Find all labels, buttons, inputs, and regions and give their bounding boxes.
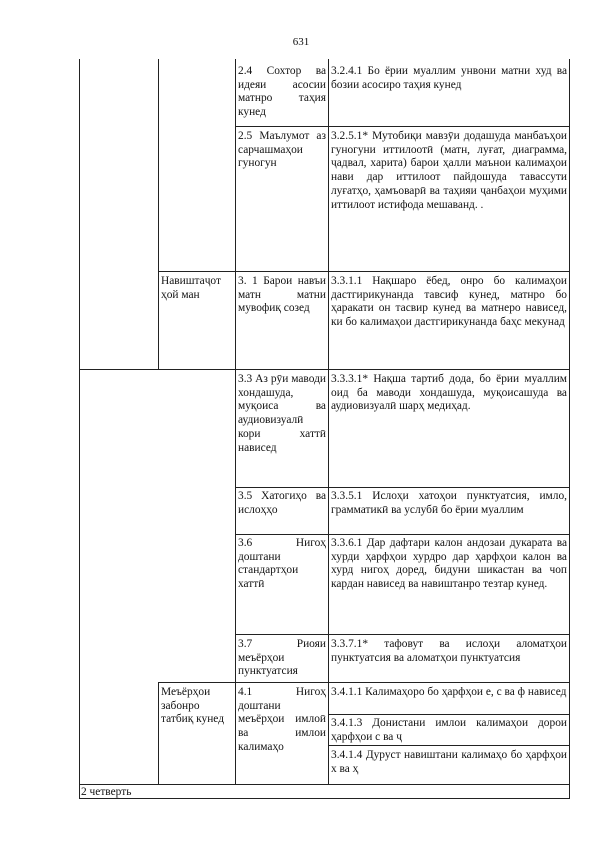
page-number: 631	[292, 36, 310, 48]
cell-section-language-norms: Меъёрҳои забонро татбиқ кунед	[161, 686, 224, 726]
cell-section-my-writings: Навиштаҷот ҳой ман	[161, 275, 221, 301]
cell-objective-3-3: 3.3 Аз рӯи маводи хондашуда, муқоиса ва аудиовизуалӣ кори хаттӣ нависед	[238, 373, 326, 454]
cell-outcome-3-3-1-1: 3.3.1.1 Нақшаро ёбед, онро бо калимаҳои дастгирикунанда тавсиф кунед, матнро бо ҳаракати он тасвир кунед ва матнеро нависед, ки бо калимаҳои дастгирикунанда баҳс мекунад	[331, 275, 567, 329]
cell-objective-4-1: 4.1 Нигоҳ доштани меъёрҳои имлоӣ ва имлои калимаҳо	[238, 686, 326, 753]
cell-outcome-3-3-7-1: 3.3.7.1* тафовут ва ислоҳи аломатҳои пунктуатсия ва аломатҳои пунктуатсия	[331, 638, 567, 664]
cell-objective-3-7: 3.7 Риояи меъёрҳои пунктуатсия	[238, 638, 326, 678]
cell-objective-3-1: 3. 1 Барои навъи матн матни мувофиқ созед	[238, 275, 326, 315]
cell-outcome-3-2-4-1: 3.2.4.1 Бо ёрии муаллим унвони матни худ ва бозии асосиро таҳия кунед	[331, 65, 567, 91]
cell-outcome-3-2-5-1: 3.2.5.1* Мутобиқи мавзӯи додашуда манбаъҳои гуногуни иттилоотӣ (матн, луғат, диаграмма, ҷадвал, харита) барои ҳалли маънои калимаҳои нави дар иттилоот пайдошуда тавассути луғатҳо, ҳамъоварӣ ва таҳияи ҷанбаҳои муҳими иттилоот истифода мешаванд. .	[331, 130, 567, 211]
cell-outcome-3-3-6-1: 3.3.6.1 Дар дафтари калон андозаи дукарата ва хурди ҳарфҳои хурдро дар ҳарфҳои калон ва хурд нигоҳ доред, бидуни шикастан ва чоп кардан нависед ва навиштанро тезтар кунед.	[331, 537, 567, 591]
cell-outcome-3-3-3-1: 3.3.3.1* Нақша тартиб дода, бо ёрии муаллим оид ба маводи хондашуда, муқоисашуда ва аудиовизуалӣ шарҳ медиҳад.	[331, 373, 567, 413]
cell-objective-3-6: 3.6 Нигоҳ доштани стандартҳои хаттӣ	[238, 537, 326, 591]
cell-objective-2-4: 2.4 Сохтор ва идеяи асосии матнро таҳия кунед	[238, 65, 326, 119]
cell-outcome-3-4-1-3: 3.4.1.3 Донистани имлои калимаҳои дорои ҳарфҳои с ва ҷ	[331, 717, 567, 743]
cell-objective-3-5: 3.5 Хатогиҳо ва ислоҳҳо	[238, 490, 326, 516]
cell-outcome-3-4-1-4: 3.4.1.4 Дуруст навиштани калимаҳо бо ҳарфҳои х ва ҳ	[331, 749, 567, 775]
cell-outcome-3-4-1-1: 3.4.1.1 Калимаҳоро бо ҳарфҳои е, с ва ф нависед	[331, 686, 567, 698]
cell-objective-2-5: 2.5 Маълумот аз сарчашмаҳои гуногун	[238, 130, 326, 170]
quarter-label: 2 четверть	[81, 786, 132, 798]
cell-outcome-3-3-5-1: 3.3.5.1 Ислоҳи хатоҳои пунктуатсия, имло, грамматикӣ ва услубӣ бо ёрии муаллим	[331, 490, 567, 516]
